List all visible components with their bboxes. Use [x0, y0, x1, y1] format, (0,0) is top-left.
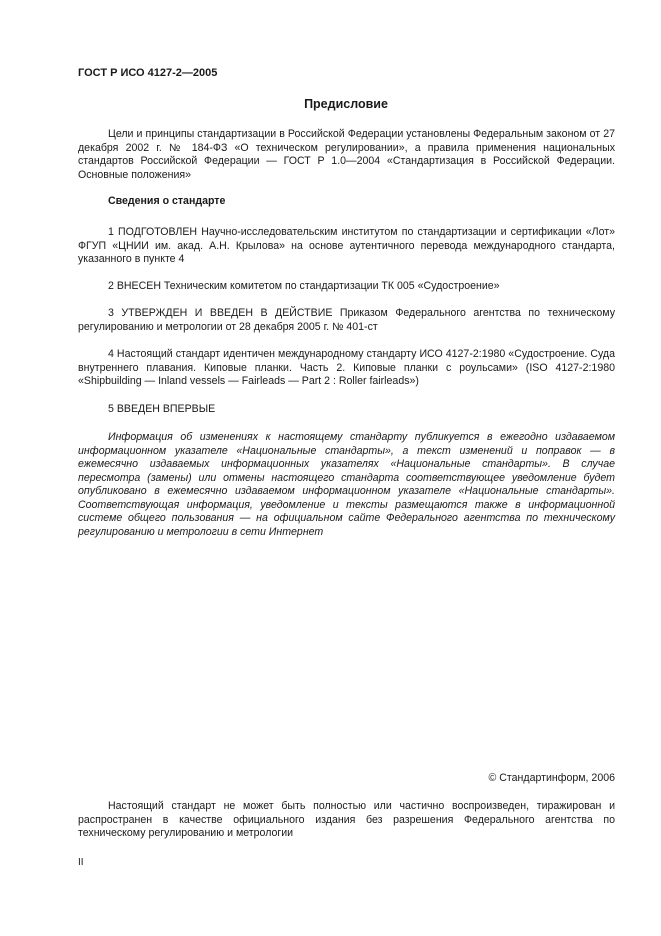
- info-notice-block: [78, 431, 615, 539]
- standard-info-heading: Сведения о стандарте: [108, 195, 226, 207]
- info-item-2: 2 ВНЕСЕН Техническим комитетом по стандартизации ТК 005 «Судостроение»: [108, 280, 500, 292]
- page-title: Предисловие: [304, 97, 388, 111]
- item-3-block: [78, 307, 615, 334]
- intro-paragraph-block: [78, 128, 615, 182]
- reproduction-notice: Настоящий стандарт не может быть полностью или частично воспроизведен, тиражирован и распространен в качестве официального издания без разрешения Федерального агентства по техническому регулированию и метрологии: [78, 800, 615, 839]
- intro-paragraph: Цели и принципы стандартизации в Российской Федерации установлены Федеральным законом от 27 декабря 2002 г. № 184-ФЗ «О техническом регулировании», а правила применения национальных стандартов Российской Федерации — ГОСТ Р 1.0—2004 «Стандартизация в Российской Федерации. Основные положения»: [78, 128, 615, 181]
- item-5-block: [78, 403, 615, 417]
- reproduction-notice-block: [78, 800, 615, 841]
- item-1-block: [78, 226, 615, 267]
- item-4-block: [78, 348, 615, 389]
- info-notice: Информация об изменениях к настоящему стандарту публикуется в ежегодно издаваемом информационном указателе «Национальные стандарты», а текст изменений и поправок — в ежемесячно издаваемых информационных указателях «Национальные стандарты». В случае пересмотра (замены) или отмены настоящего стандарта соответствующее уведомление будет опубликовано в ежемесячно издаваемом информационном указателе «Национальные стандарты». Соответствующая информация, уведомление и тексты размещаются также в информационной системе общего пользования — на официальном сайте Федерального агентства по техническому регулированию и метрологии в сети Интернет: [78, 431, 615, 538]
- page-number: II: [78, 857, 84, 868]
- info-item-1: 1 ПОДГОТОВЛЕН Научно-исследовательским институтом по стандартизации и сертификации «Лот» ФГУП «ЦНИИ им. акад. А.Н. Крылова» на основе аутентичного перевода международного стандарта, указанного в пункте 4: [78, 226, 615, 265]
- item-2-block: [78, 280, 615, 294]
- info-item-3: 3 УТВЕРЖДЕН И ВВЕДЕН В ДЕЙСТВИЕ Приказом Федерального агентства по техническому регулированию и метрологии от 28 декабря 2005 г. № 401-ст: [78, 307, 615, 333]
- info-item-4: 4 Настоящий стандарт идентичен международному стандарту ИСО 4127-2:1980 «Судостроение. Суда внутреннего плавания. Киповые планки. Часть 2. Киповые планки с роульсами» (ISO 4127-2:1980 «Shipbuilding — Inland vessels — Fairleads — Part 2 : Roller fairleads»): [78, 348, 615, 387]
- info-item-5: 5 ВВЕДЕН ВПЕРВЫЕ: [108, 403, 216, 415]
- document-header: ГОСТ Р ИСО 4127-2—2005: [78, 67, 218, 79]
- copyright-line: © Стандартинформ, 2006: [488, 772, 615, 784]
